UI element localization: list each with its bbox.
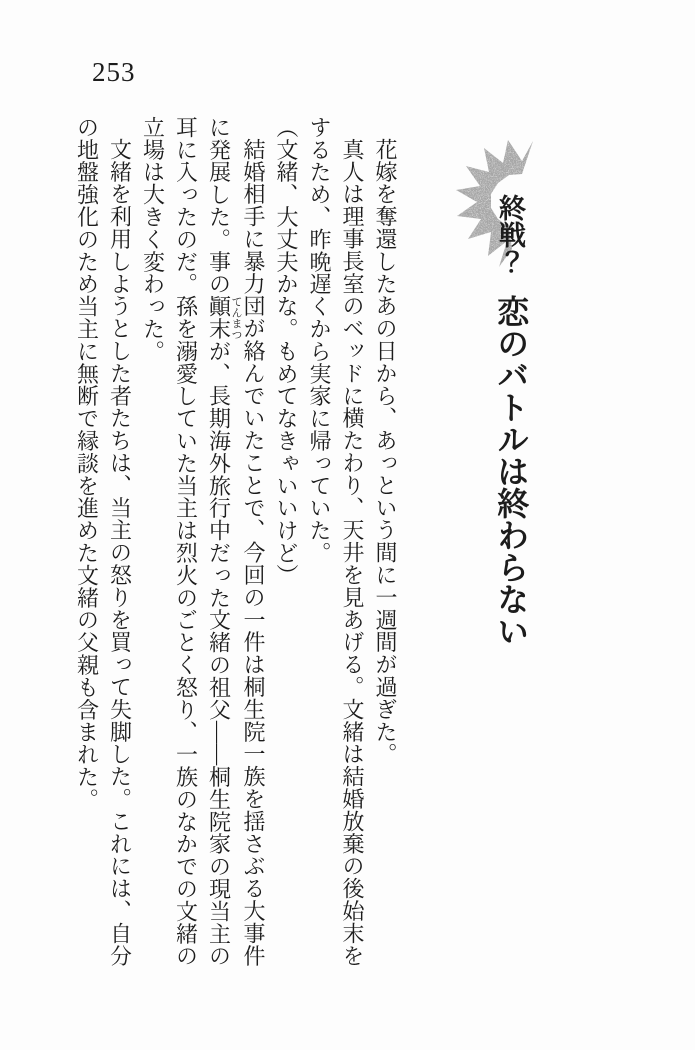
body-paragraph: （文緒、大丈夫かな。もめてなきゃいいけど） [274, 116, 299, 587]
body-paragraph: 文緒を利用しようとした者たちは、当主の怒りを買って失脚した。これには、自分の地盤強化のため当主に無断で縁談を進めた文緒の父親も含まれた。 [74, 116, 133, 967]
body-paragraph: 花嫁を奪還したあの日から、あっという間に一週間が過ぎた。 [373, 138, 398, 766]
ruby-annotation: 顚末てんまつ [206, 295, 242, 341]
body-paragraph: 真人は理事長室のベッドに横たわり、天井を見あげる。文緒は結婚放棄の後始末をするため、昨晩遅くから実家に帰っていた。 [307, 116, 365, 967]
page-number: 253 [92, 57, 136, 87]
chapter-kicker: 終戦？ [495, 194, 525, 275]
chapter-title: 恋のバトルは終わらない [493, 295, 530, 647]
body-text [66, 116, 402, 969]
body-paragraph: 結婚相手に暴力団が絡んでいたことで、今回の一件は桐生院一族を揺さぶる大事件に発展した。事の顚末てんまつが、長期海外旅行中だった文緒の祖父――桐生院家の現当主の耳に入ったのだ。孫を溺愛していた当主は烈火のごとく怒り、一族のなかでの文緒の立場は大きく変わった。 [140, 116, 266, 968]
burst-icon [439, 139, 544, 274]
